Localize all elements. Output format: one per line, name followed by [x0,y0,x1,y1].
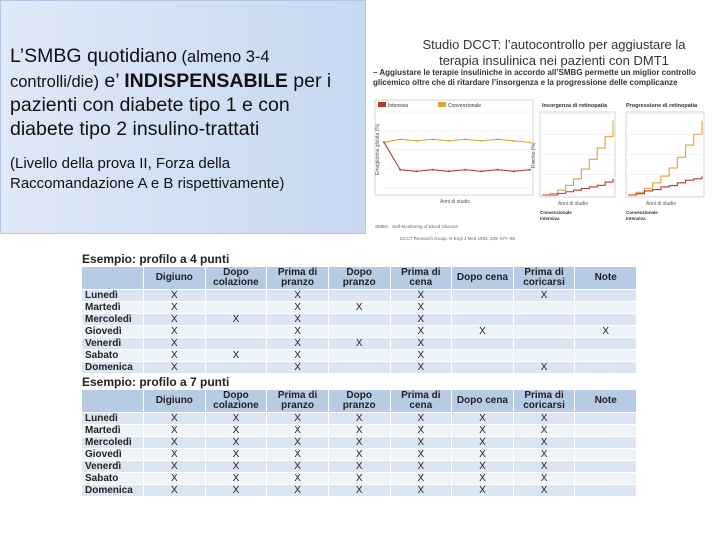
profile-4-table [81,266,637,374]
check-cell: X [513,290,575,302]
check-cell: X [390,461,452,473]
check-cell: X [328,338,390,350]
check-cell: X [205,437,267,449]
check-cell [575,350,637,362]
figure-bullet: – Aggiustare le terapie insuliniche in accordo all’SMBG permette un miglior controllo glicemico oltre che di ritardare l’insorgenza e la progressione delle complicanze [373,68,696,87]
check-cell [452,338,514,350]
check-cell: X [390,290,452,302]
check-cell: X [328,425,390,437]
legend-intensive-swatch [378,102,386,107]
statement-part: L’SMBG quotidiano [10,45,177,67]
check-cell: X [267,449,329,461]
check-cell [575,290,637,302]
check-cell: X [144,437,206,449]
table-row [82,413,637,425]
table-row [82,461,637,473]
data-point [497,138,499,140]
data-point [432,138,434,140]
column-header [82,267,144,290]
data-point [415,170,417,172]
column-header: Dopo pranzo [328,267,390,290]
table-row [82,326,637,338]
main-statement [10,45,357,141]
check-cell [205,302,267,314]
check-cell [575,485,637,497]
statement-emphasis: INDISPENSABILE [124,69,288,92]
check-cell: X [144,314,206,326]
column-header: Dopo colazione [205,390,267,413]
check-cell [513,338,575,350]
data-point [383,141,385,143]
check-cell: X [144,338,206,350]
column-header: Dopo cena [452,267,514,290]
check-cell: X [452,449,514,461]
check-cell [205,338,267,350]
column-header: Prima di cena [390,390,452,413]
check-cell [452,350,514,362]
check-cell: X [390,302,452,314]
check-cell: X [513,449,575,461]
check-cell [452,314,514,326]
day-cell: Sabato [82,473,144,485]
onset-xlabel: Anni di studio [558,201,589,207]
check-cell [575,461,637,473]
check-cell: X [205,473,267,485]
column-header: Note [575,267,637,290]
check-cell: X [144,473,206,485]
statement-part: controlli/die) [10,72,99,91]
data-point [399,169,401,171]
day-cell: Domenica [82,362,144,374]
day-cell: Lunedì [82,290,144,302]
column-header: Dopo cena [452,390,514,413]
statement-part: e’ [98,69,125,92]
data-point [415,140,417,142]
check-cell: X [144,350,206,362]
data-point [464,138,466,140]
check-cell [205,362,267,374]
check-cell: X [205,314,267,326]
check-cell: X [328,437,390,449]
column-header: Prima di coricarsi [513,267,575,290]
data-point [513,140,515,142]
check-cell: X [328,449,390,461]
column-header: Digiuno [144,267,206,290]
check-cell: X [267,350,329,362]
check-cell: X [452,461,514,473]
check-cell: X [267,362,329,374]
figure-title: Studio DCCT: l’autocontrollo per aggiustare la terapia insulinica nei pazienti con DMT1 [422,37,686,68]
progression-xlabel: Anni di studio [646,201,677,207]
table-row [82,302,637,314]
check-cell: X [390,350,452,362]
check-cell [513,314,575,326]
check-cell: X [144,449,206,461]
check-cell: X [205,449,267,461]
check-cell: X [144,290,206,302]
table-row [82,449,637,461]
check-cell: X [452,413,514,425]
column-header: Dopo pranzo [328,390,390,413]
check-cell: X [513,362,575,374]
check-cell: X [452,326,514,338]
check-cell: X [390,485,452,497]
check-cell [575,338,637,350]
check-cell: X [513,437,575,449]
check-cell: X [267,473,329,485]
column-header: Note [575,390,637,413]
legend-conventional-swatch [438,102,446,107]
check-cell [575,425,637,437]
day-cell: Mercoledì [82,314,144,326]
data-point [432,169,434,171]
check-cell: X [205,413,267,425]
check-cell: X [267,326,329,338]
check-cell: X [144,461,206,473]
progression-row-conventional: Convenzionale [626,210,658,215]
legend-conventional-label: Convenzionale [448,103,482,109]
check-cell: X [452,425,514,437]
day-cell: Mercoledì [82,437,144,449]
onset-row-conventional: Convenzionale [540,210,572,215]
data-point [399,138,401,140]
check-cell: X [328,302,390,314]
table-row [82,338,637,350]
data-point [497,169,499,171]
table-row [82,437,637,449]
check-cell: X [328,473,390,485]
check-cell: X [267,485,329,497]
check-cell: X [144,326,206,338]
check-cell: X [205,425,267,437]
hba1c-chart-frame [375,100,533,195]
check-cell: X [390,326,452,338]
day-cell: Sabato [82,350,144,362]
table1-title: Esempio: profilo a 4 punti [82,252,230,266]
check-cell: X [575,326,637,338]
check-cell [575,437,637,449]
data-point [448,140,450,142]
column-header: Prima di pranzo [267,390,329,413]
check-cell [328,350,390,362]
data-point [480,140,482,142]
check-cell [205,326,267,338]
check-cell [513,350,575,362]
footer-reference: DCCT Research Group. N Engl J Med 1993; 329: 977–86 [400,236,515,241]
onset-row-intensive: Intensiva [540,216,560,221]
check-cell: X [144,425,206,437]
data-point [529,141,531,143]
check-cell: X [144,413,206,425]
table-row [82,485,637,497]
check-cell [328,290,390,302]
statement-part: per i [287,69,332,92]
evidence-note: (Livello della prova II, Forza della Raccomandazione A e B rispettivamente) [10,155,285,192]
column-header: Digiuno [144,390,206,413]
check-cell [575,449,637,461]
intro-text-box [0,0,366,234]
day-cell: Martedì [82,425,144,437]
check-cell: X [267,314,329,326]
table-row [82,314,637,326]
check-cell [575,302,637,314]
data-point [480,170,482,172]
profile-7-table [81,389,637,497]
check-cell: X [205,461,267,473]
check-cell: X [267,413,329,425]
check-cell [575,413,637,425]
table-row [82,350,637,362]
check-cell [513,326,575,338]
check-cell: X [328,461,390,473]
day-cell: Giovedì [82,449,144,461]
dcct-figure [370,0,720,245]
check-cell: X [513,485,575,497]
check-cell: X [267,338,329,350]
column-header: Prima di cena [390,267,452,290]
panel-onset-title: Insorgenza di retinopatia [542,103,608,109]
check-cell: X [328,413,390,425]
check-cell: X [390,314,452,326]
check-cell: X [328,485,390,497]
check-cell: X [452,473,514,485]
check-cell [328,314,390,326]
statement-part: diabete tipo 2 insulino-trattati [10,117,260,140]
day-cell: Domenica [82,485,144,497]
data-point [529,169,531,171]
check-cell: X [390,449,452,461]
check-cell: X [390,338,452,350]
table-row [82,290,637,302]
data-point [448,170,450,172]
check-cell [575,473,637,485]
table-row [82,362,637,374]
statement-part: pazienti con diabete tipo 1 e con [10,94,290,116]
check-cell [328,362,390,374]
footer-smbg: SMBG - Self-Monitoring of Blood Glucose [375,224,459,229]
legend-intensive-label: Intensiva [388,103,409,109]
check-cell [452,302,514,314]
day-cell: Giovedì [82,326,144,338]
check-cell: X [390,473,452,485]
check-cell: X [267,425,329,437]
day-cell: Venerdì [82,461,144,473]
check-cell [328,326,390,338]
day-cell: Lunedì [82,413,144,425]
hba1c-ylabel: Emoglobina glicata (%) [375,123,381,175]
data-point [464,169,466,171]
check-cell: X [390,437,452,449]
check-cell [452,362,514,374]
figure-charts [370,0,720,245]
check-cell: X [205,350,267,362]
risk-ylabel: Rischio (%) [531,142,537,168]
column-header: Prima di pranzo [267,267,329,290]
check-cell [513,302,575,314]
column-header [82,390,144,413]
check-cell: X [452,485,514,497]
table-row [82,473,637,485]
hba1c-xlabel: Anni di studio [440,199,471,205]
check-cell: X [267,461,329,473]
check-cell: X [390,362,452,374]
check-cell [575,362,637,374]
check-cell: X [390,413,452,425]
column-header: Prima di coricarsi [513,390,575,413]
check-cell: X [267,290,329,302]
day-cell: Martedì [82,302,144,314]
check-cell: X [144,485,206,497]
check-cell: X [267,437,329,449]
table-row [82,425,637,437]
check-cell: X [513,413,575,425]
data-point [513,170,515,172]
check-cell: X [390,425,452,437]
check-cell [575,314,637,326]
panel-progression-title: Progressione di retinopatia [626,103,698,109]
check-cell: X [513,473,575,485]
check-cell: X [513,425,575,437]
check-cell: X [144,302,206,314]
table2-title: Esempio: profilo a 7 punti [82,375,230,389]
check-cell: X [144,362,206,374]
progression-row-intensive: Intensiva [626,216,646,221]
check-cell [452,290,514,302]
statement-part: (almeno 3-4 [176,48,270,66]
check-cell: X [513,461,575,473]
column-header: Dopo colazione [205,267,267,290]
day-cell: Venerdì [82,338,144,350]
check-cell [205,290,267,302]
check-cell: X [452,437,514,449]
check-cell: X [267,302,329,314]
check-cell: X [205,485,267,497]
